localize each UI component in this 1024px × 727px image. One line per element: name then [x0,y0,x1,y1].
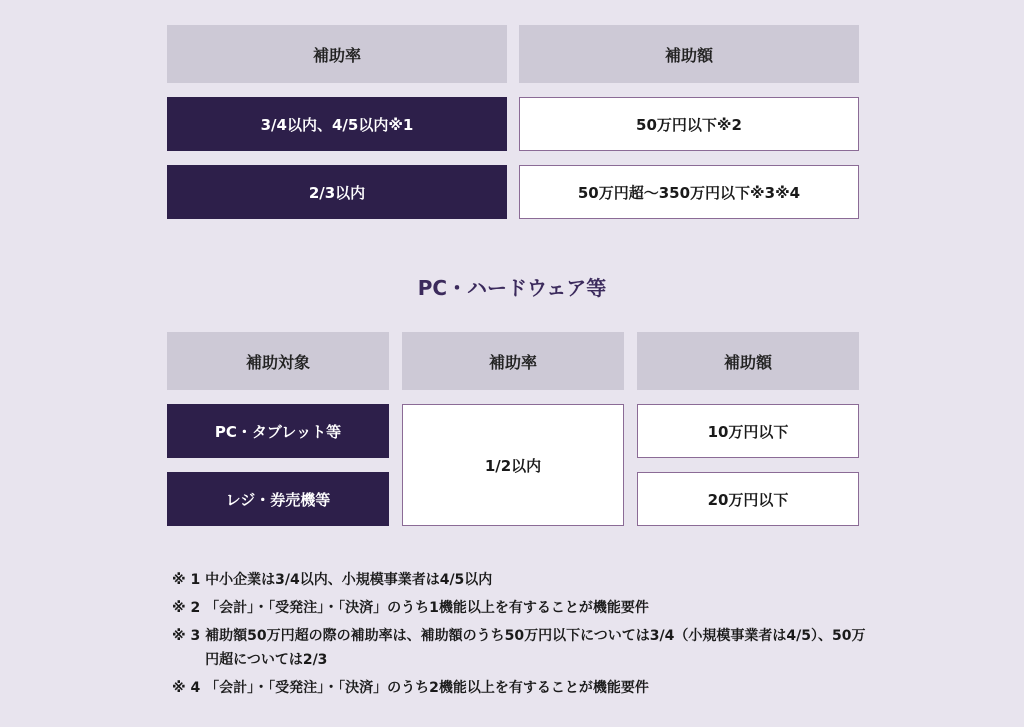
footnote-4-text: 「会計」・「受発注」・「決済」のうち2機能以上を有することが機能要件 [205,680,649,696]
footnote-2-text: 「会計」・「受発注」・「決済」のうち1機能以上を有することが機能要件 [205,600,649,616]
table2-amount-pc-tablet: 10万円以下 [637,404,859,458]
footnote-1 [172,568,872,592]
footnote-2-mark: ※ 2 [172,600,206,616]
footnote-3-mark: ※ 3 [172,628,206,644]
table1-row2-rate: 2/3以内 [167,165,507,219]
table1-header-amount: 補助額 [519,25,859,83]
footnote-3 [172,624,872,672]
table1-row1-amount: 50万円以下※2 [519,97,859,151]
footnote-1-text: 中小企業は3/4以内、小規模事業者は4/5以内 [205,572,493,588]
table2-target-pc-tablet: PC・タブレット等 [167,404,389,458]
table2-rate: 1/2以内 [402,404,624,526]
footnote-4-mark: ※ 4 [172,680,206,696]
section-title-pc-hardware: PC・ハードウェア等 [417,276,607,300]
footnotes [172,568,872,704]
table2-amount-register: 20万円以下 [637,472,859,526]
footnote-1-mark: ※ 1 [172,572,206,588]
footnote-2 [172,596,872,620]
table2-header-amount: 補助額 [637,332,859,390]
table2-target-register: レジ・券売機等 [167,472,389,526]
table1-row2-amount: 50万円超～350万円以下※3※4 [519,165,859,219]
table2-header-rate: 補助率 [402,332,624,390]
table1-header-rate: 補助率 [167,25,507,83]
footnote-4 [172,676,872,700]
footnote-3-text: 補助額50万円超の際の補助率は、補助額のうち50万円以下については3/4（小規模事業者は4/5）、50万円超については2/3 [205,628,866,668]
table2-header-target: 補助対象 [167,332,389,390]
table1-row1-rate: 3/4以内、4/5以内※1 [167,97,507,151]
